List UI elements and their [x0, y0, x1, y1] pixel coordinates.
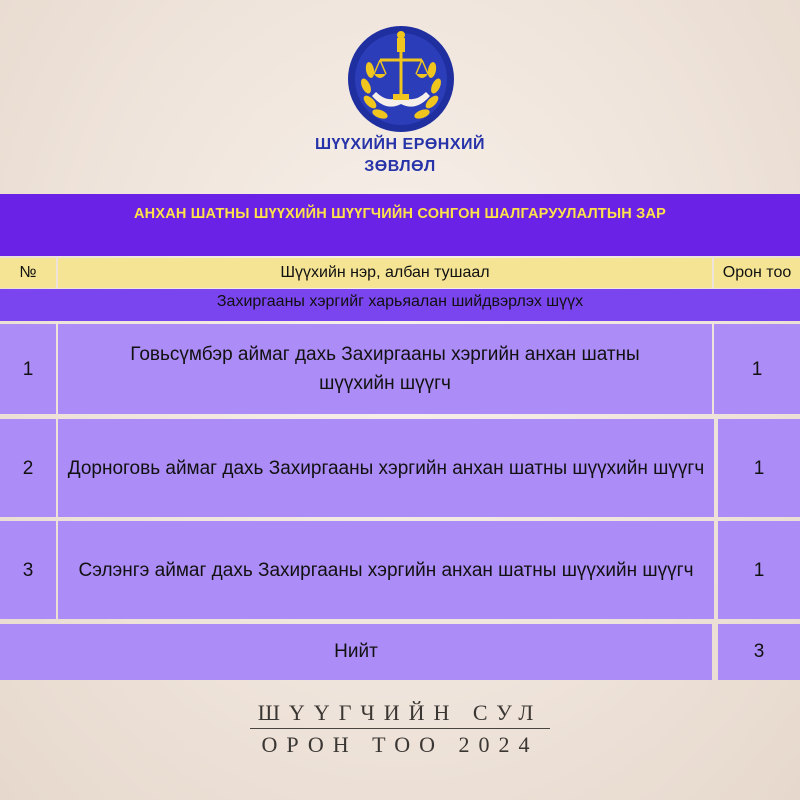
judicial-council-emblem	[346, 24, 456, 134]
table-row-3-seats: 1	[718, 521, 800, 619]
total-value: 3	[718, 624, 800, 680]
header-seats: Орон тоо	[714, 258, 800, 288]
table-row-2-name: Дорноговь аймаг дахь Захиргааны хэргийн анхан шатны шүүхийн шүүгч	[58, 419, 714, 517]
table-row-2-seats: 1	[718, 419, 800, 517]
footer-divider	[250, 728, 550, 729]
organization-name-line1: ШҮҮХИЙН ЕРӨНХИЙ	[314, 136, 486, 153]
table-row-3-number: 3	[0, 521, 56, 619]
footer-line1: ШҮҮГЧИЙН СУЛ	[257, 700, 543, 725]
table-row-3-name: Сэлэнгэ аймаг дахь Захиргааны хэргийн анхан шатны шүүхийн шүүгч	[58, 521, 714, 619]
header-court-name: Шүүхийн нэр, албан тушаал	[58, 258, 712, 288]
table-row-1-number: 1	[0, 324, 56, 414]
total-label: Нийт	[0, 624, 712, 680]
table-row-2-number: 2	[0, 419, 56, 517]
category-row: Захиргааны хэргийг харьяалан шийдвэрлэх шүүх	[0, 289, 800, 321]
header-number: №	[0, 258, 56, 288]
table-row-1-seats: 1	[714, 324, 800, 414]
organization-name-line2: ЗӨВЛӨЛ	[364, 158, 436, 175]
footer-line2: ОРОН ТОО 2024	[261, 732, 539, 757]
table-row-1-name: Говьсүмбэр аймаг дахь Захиргааны хэргийн анхан шатны шүүхийн шүүгч	[58, 324, 712, 414]
announcement-banner: АНХАН ШАТНЫ ШҮҮХИЙН ШҮҮГЧИЙН СОНГОН ШАЛГАРУУЛАЛТЫН ЗАР	[0, 194, 800, 256]
organization-name	[0, 134, 800, 178]
